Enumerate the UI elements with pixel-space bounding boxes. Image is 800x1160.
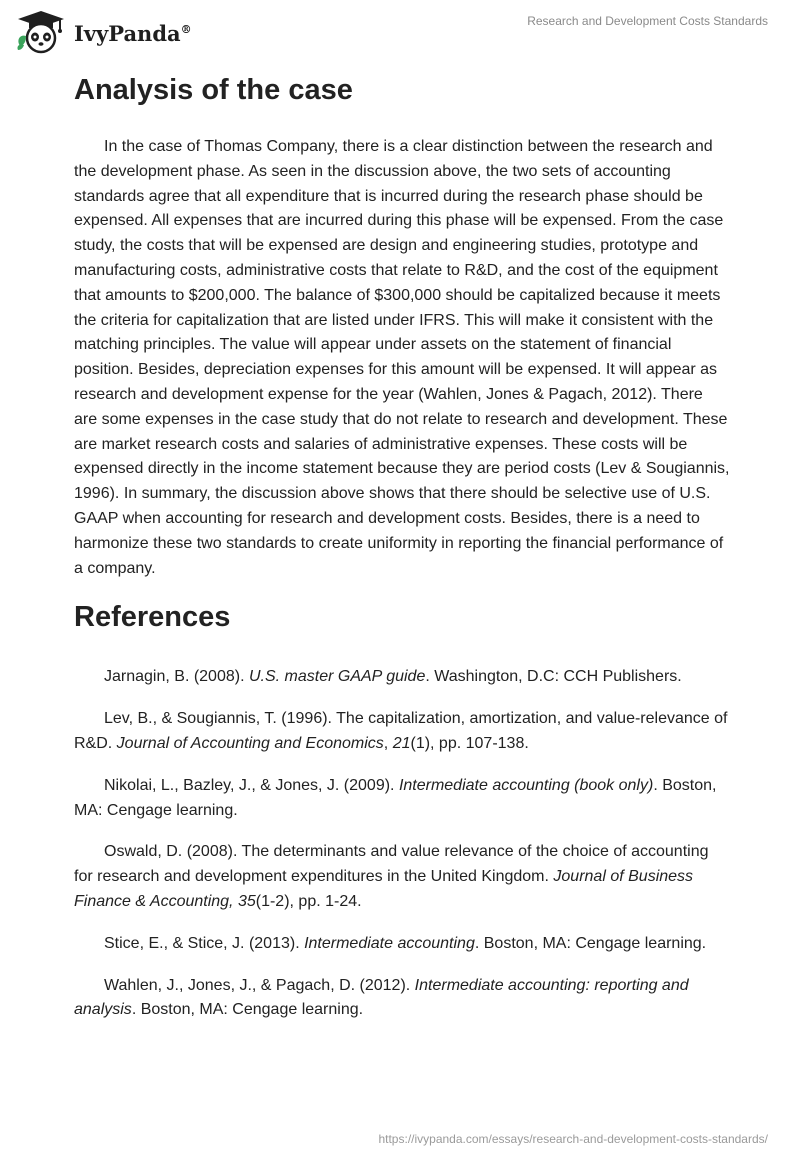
- reference-item: Lev, B., & Sougiannis, T. (1996). The capitalization, amortization, and value-relevance of R&D. Journal of Accounting and Economics, 21(1), pp. 107-138.: [74, 710, 728, 752]
- reference-item: Oswald, D. (2008). The determinants and value relevance of the choice of accounting for research and development expenditures in the United Kingdom. Journal of Business Finance & Accounting, 35(1-2), pp. 1-24.: [74, 843, 709, 910]
- reference-item: Wahlen, J., Jones, J., & Pagach, D. (2012). Intermediate accounting: reporting and analysis. Boston, MA: Cengage learning.: [74, 976, 689, 1019]
- document-title-header: Research and Development Costs Standards: [527, 14, 768, 28]
- reference-item: Stice, E., & Stice, J. (2013). Intermediate accounting. Boston, MA: Cengage learning.: [104, 934, 707, 952]
- footer-url[interactable]: https://ivypanda.com/essays/research-and-development-costs-standards/: [378, 1132, 768, 1146]
- reference-item: Jarnagin, B. (2008). U.S. master GAAP guide. Washington, D.C: CCH Publishers.: [104, 668, 682, 686]
- references-heading: References: [74, 601, 231, 634]
- document-body: [74, 70, 730, 1040]
- panda-logo-icon: [14, 8, 68, 54]
- logo-wordmark: IvyPanda®: [74, 20, 192, 46]
- analysis-heading: Analysis of the case: [74, 74, 353, 106]
- reference-item: Nikolai, L., Bazley, J., & Jones, J. (2009). Intermediate accounting (book only). Boston, MA: Cengage learning.: [74, 776, 717, 819]
- analysis-paragraph: In the case of Thomas Company, there is a clear distinction between the research and the development phase. As seen in the discussion above, the two sets of accounting standards agree that all expenditure that is incurred during the research phase should be expensed. All expenses that are incurred during this phase will be expensed. From the case study, the costs that will be expensed are design and engineering studies, prototype and manufacturing costs, administrative costs that relate to R&D, and the cost of the equipment that amounts to $200,000. The balance of $300,000 should be capitalized because it meets the criteria for capitalization that are listed under IFRS. This will make it consistent with the matching principles. The value will appear under assets on the statement of financial position. Besides, depreciation expenses for this amount will be expensed. It will appear as research and development expense for the year (Wahlen, Jones & Pagach, 2012). There are some expenses in the case study that do not relate to research and development. These are market research costs and salaries of administrative expenses. These costs will be expensed directly in the income statement because they are period costs (Lev & Sougiannis, 1996). In summary, the discussion above shows that there should be selective use of U.S. GAAP when accounting for research and development costs. Besides, there is a need to harmonize these two standards to create uniformity in reporting the financial performance of a company.: [74, 138, 730, 577]
- site-logo[interactable]: [14, 8, 192, 54]
